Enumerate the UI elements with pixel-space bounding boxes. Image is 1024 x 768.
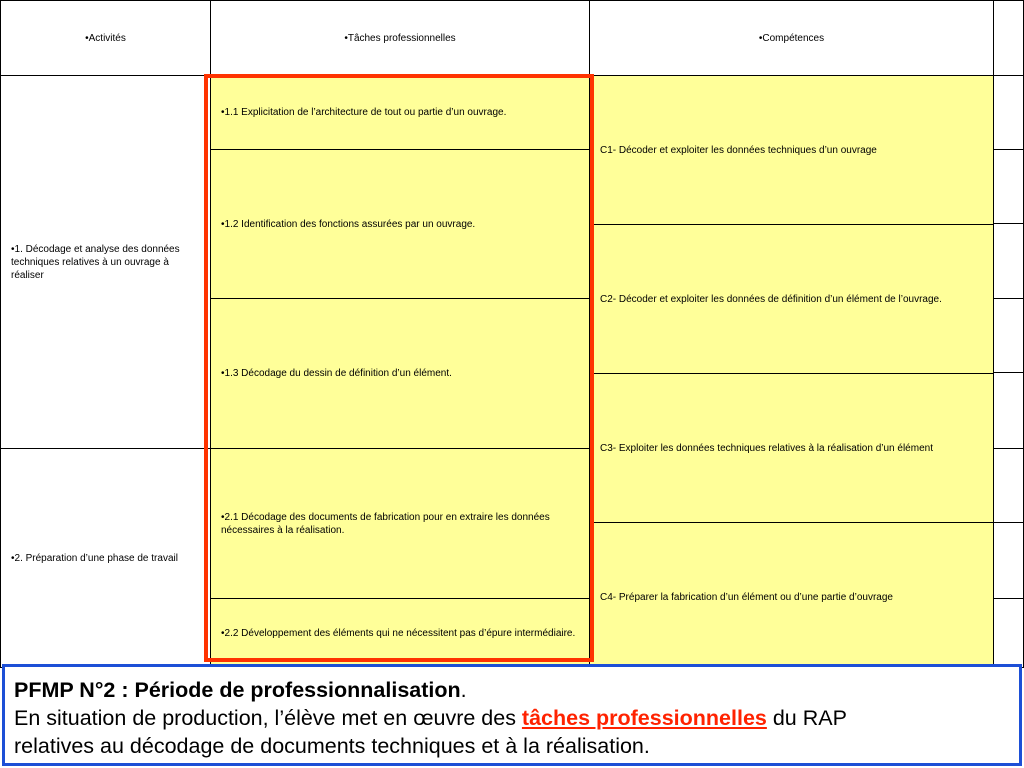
callout-highlight: tâches professionnelles bbox=[521, 706, 767, 730]
competence-text: C4- Préparer la fabrication d’un élément ou d’une partie d’ouvrage bbox=[600, 591, 893, 603]
task-cell-2-1 bbox=[210, 448, 590, 599]
competence-text: C1- Décoder et exploiter les données techniques d’un ouvrage bbox=[600, 144, 877, 156]
extra-cell bbox=[993, 75, 1024, 150]
header-label: •Compétences bbox=[758, 32, 825, 44]
task-text: •2.1 Décodage des documents de fabrication pour en extraire les données nécessaires à la réalisation. bbox=[221, 511, 550, 536]
activity-text: •2. Préparation d’une phase de travail bbox=[11, 552, 178, 564]
callout-line-2: relatives au décodage de documents techniques et à la réalisation. bbox=[14, 734, 650, 758]
extra-cell bbox=[993, 448, 1024, 523]
competence-cell-c2 bbox=[589, 224, 994, 374]
callout-title-end: . bbox=[460, 678, 467, 702]
header-taches bbox=[210, 0, 590, 76]
extra-cell bbox=[993, 223, 1024, 299]
header-activites bbox=[0, 0, 211, 76]
callout-text-after: du RAP bbox=[766, 706, 847, 730]
callout-title-line bbox=[14, 676, 1019, 704]
extra-cell bbox=[993, 598, 1024, 668]
callout-line-1 bbox=[14, 704, 1019, 732]
header-extra-column bbox=[993, 0, 1024, 76]
competence-text: C2- Décoder et exploiter les données de définition d’un élément de l’ouvrage. bbox=[600, 293, 942, 305]
task-text: •2.2 Développement des éléments qui ne nécessitent pas d’épure intermédiaire. bbox=[221, 627, 576, 639]
activity-text: •1. Décodage et analyse des données techniques relatives à un ouvrage à réaliser bbox=[11, 243, 180, 281]
competence-cell-c1 bbox=[589, 75, 994, 225]
task-cell-2-2 bbox=[210, 598, 590, 668]
task-text: •1.2 Identification des fonctions assurées par un ouvrage. bbox=[221, 218, 476, 230]
header-label: •Activités bbox=[85, 32, 126, 44]
extra-cell bbox=[993, 372, 1024, 449]
task-text: •1.1 Explicitation de l’architecture de tout ou partie d’un ouvrage. bbox=[221, 107, 507, 118]
callout-text-before: En situation de production, l’élève met en œuvre des bbox=[14, 706, 522, 730]
pfmp-callout-box bbox=[2, 664, 1022, 766]
competence-cell-c3 bbox=[589, 373, 994, 523]
task-text: •1.3 Décodage du dessin de définition d’un élément. bbox=[221, 368, 452, 379]
competence-cell-c4 bbox=[589, 522, 994, 672]
extra-cell bbox=[993, 298, 1024, 373]
task-cell-1-2 bbox=[210, 149, 590, 299]
task-cell-1-3 bbox=[210, 298, 590, 449]
activity-cell-1 bbox=[0, 75, 211, 449]
extra-cell bbox=[993, 522, 1024, 599]
competence-text: C3- Exploiter les données techniques relatives à la réalisation d’un élément bbox=[600, 442, 933, 454]
activity-cell-2 bbox=[0, 448, 211, 668]
header-competences bbox=[589, 0, 994, 76]
task-cell-1-1 bbox=[210, 75, 590, 150]
callout-title: PFMP N°2 : Période de professionnalisation bbox=[14, 678, 461, 702]
header-label: •Tâches professionnelles bbox=[344, 32, 456, 44]
extra-cell bbox=[993, 149, 1024, 224]
